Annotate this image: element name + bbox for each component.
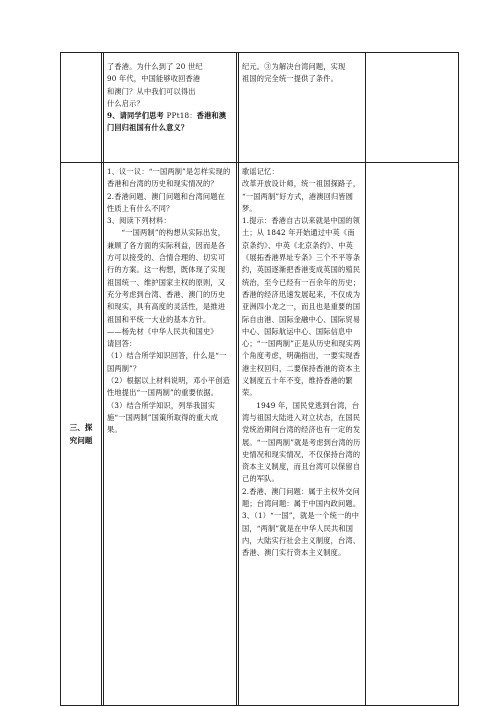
question-9-prefix: 9、请同学们思考 [107, 111, 167, 121]
section-label-cell-empty [61, 53, 102, 163]
table-row [61, 163, 459, 706]
question-1: 1、议一议：“一国两制”是怎样实现的香港和台湾的历史和现实情况的？ [107, 167, 231, 189]
section-label: 三、探究问题 [69, 423, 93, 445]
answer-1-taiwan: 1949 年，国民党逃到台湾，台湾与祖国大陆进入对立状态，在国民党统治期间台湾的经济也有一定的发展。“一国两制”就是考虑到台湾的历史情况和现实情况，不仅保持台湾的资本主义制度，而且台湾可以保留自己的军队。 [242, 400, 361, 484]
text-line: 了香港。为什么到了 20 世纪 [107, 62, 203, 71]
question-9-ref: PPt18： [166, 111, 197, 121]
reading-material: “一国两制”的构想从实际出发，兼顾了各方面的实际利益，因而是各方可以接受的、合情合理的、切实可行的方案。这一构想，既体现了实现祖国统一、维护国家主权的原则，又充分考虑到台湾、香港、澳门的历史和现实，具有高度的灵活性，是推进祖国和平统一大业的基本方针。 [107, 228, 226, 324]
answer-2: 2.香港、澳门问题：属于主权外交问题；台湾问题：属于中国内政问题。 [242, 486, 361, 509]
text-line: 纪元。③为解决台湾问题，实现 [242, 62, 346, 71]
mnemonic-heading: 歌谣记忆： [242, 167, 279, 176]
lesson-plan-table [60, 52, 459, 706]
mnemonic-line: “一国两制”好方式，港澳回归皆圆梦。 [242, 191, 354, 213]
answer-1-hongkong: 1.提示：香港自古以来就是中国的领土；从 1842 年开始通过中英《南京条约》、中英《北京条约》、中英《展拓香港界址专条》三个不平等条约，英国逐渐把香港变成英国的殖民统治，至今已经有一百余年的历史；香港的经济迅速发展起来，不仅成为亚洲四小龙之一，而且也是重要的国际自由港、国际金融中心、国际贸易中心、国际航运中心、国际信息中心；“一国两制”正是从历史和现实两个角度考虑，明确指出，一要实现香港主权回归，二要保持香港的资本主义制度五十年不变，维持香港的繁荣。 [242, 216, 361, 398]
guidance-cell [239, 53, 366, 163]
text-line: 祖国的完全统一提供了条件。 [242, 74, 339, 84]
notes-cell [366, 163, 459, 706]
sub-question-1: （1）结合所学知识回答，什么是“一国两制”？ [107, 351, 227, 373]
section-label-cell [61, 163, 102, 706]
answer-prompt: 请回答： [107, 339, 137, 349]
question-9-text: 香港和澳门回归祖国有什么意义？ [107, 111, 227, 133]
text-line: 什么启示？ [107, 98, 144, 108]
answer-3: 3、（1）“一国”，就是一个统一的中国，“两制”就是在中华人民共和国内，大陆实行社会主义制度，台湾、香港、澳门实行资本主义制度。 [242, 511, 361, 558]
guidance-cell [239, 163, 366, 706]
sub-question-3: （3）结合所学知识，列举我国实施“一国两制”国策所取得的重大成果。 [107, 400, 219, 435]
mnemonic-line: 改革开放设计师，统一祖国探路子， [242, 179, 361, 189]
activity-cell [104, 163, 237, 706]
notes-cell [366, 53, 459, 163]
sub-question-2: （2）根据以上材料说明，邓小平创造性地提出“一国两制”的重要依据。 [107, 376, 230, 398]
question-3: 3、阅读下列材料： [107, 216, 171, 226]
activity-cell [104, 53, 237, 163]
text-line: 90 年代，中国能够收回香港 [107, 74, 201, 84]
text-line: 和澳门？从中我们可以得出 [107, 86, 196, 96]
table-row [61, 53, 459, 163]
material-source: ——杨先材《中华人民共和国史》 [107, 326, 218, 336]
question-2: 2.香港问题、澳门问题和台湾问题在性质上有什么不同？ [107, 191, 226, 213]
question-9 [107, 110, 232, 135]
